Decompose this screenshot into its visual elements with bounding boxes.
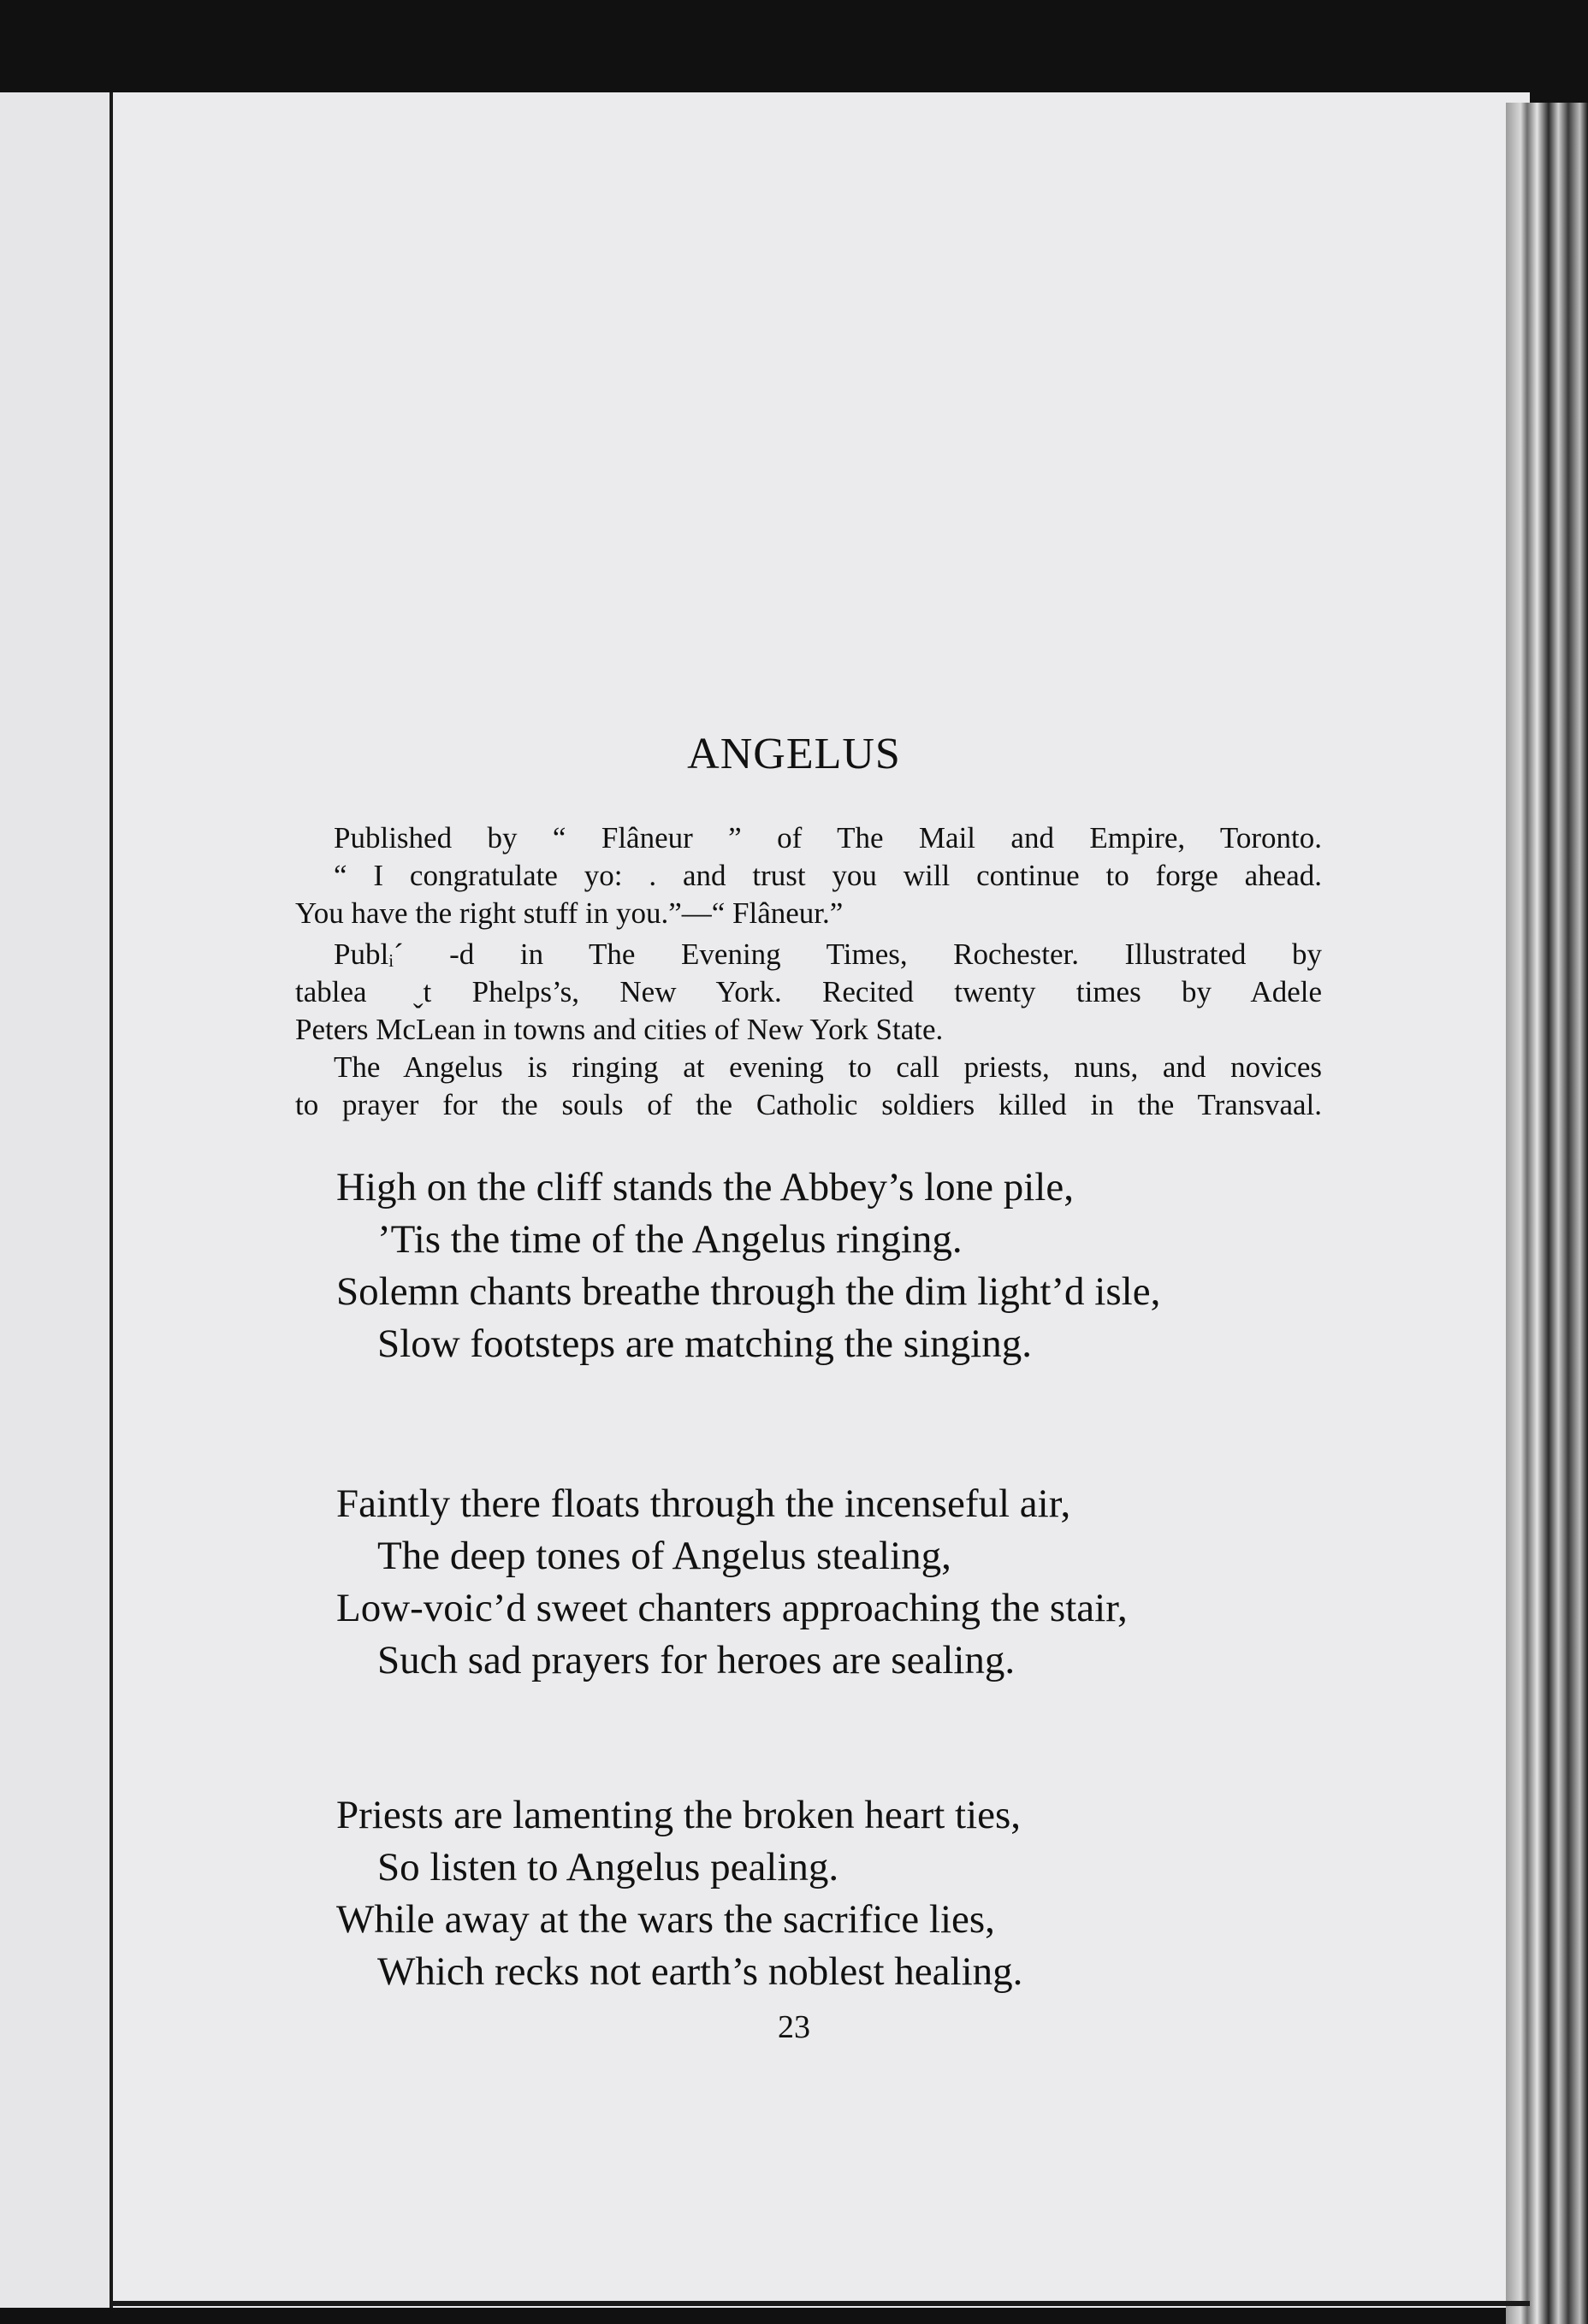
verse-line: Slow footsteps are matching the singing. — [377, 1322, 1032, 1366]
verse-line: The deep tones of Angelus stealing, — [377, 1534, 951, 1578]
note-line: Publᵢ´ ‐d in The Evening Times, Rochester. Illustrated by — [334, 937, 1322, 971]
note-line: to prayer for the souls of the Catholic soldiers killed in the Transvaal. — [295, 1088, 1322, 1121]
stanza-3 — [336, 1789, 1406, 1998]
page-bottom-edge — [110, 2301, 1530, 2306]
stanza-1 — [336, 1162, 1406, 1370]
verse-line: While away at the wars the sacrifice lies, — [336, 1897, 995, 1942]
verse-line: High on the cliff stands the Abbey’s lone pile, — [336, 1165, 1074, 1209]
verse-line: Solemn chants breathe through the dim light’d isle, — [336, 1269, 1161, 1314]
note-line: tablea ˬt Phelps’s, New York. Recited twenty times by Adele — [295, 975, 1322, 1008]
verse-line: Low-voic’d sweet chanters approaching the stair, — [336, 1586, 1128, 1630]
verse-line: So listen to Angelus pealing. — [377, 1845, 839, 1889]
page-left-edge — [110, 92, 113, 2308]
page-stack-edge — [1506, 103, 1588, 2324]
verse-line: Which recks not earth’s noblest healing. — [377, 1949, 1023, 1994]
verse-line: Priests are lamenting the broken heart ties, — [336, 1793, 1022, 1837]
verse-line: ’Tis the time of the Angelus ringing. — [377, 1217, 963, 1262]
note-line: Published by “ Flânеur ” of The Mail and Empire, Toronto. — [334, 821, 1322, 854]
note-line: Peters McLean in towns and cities of New York State. — [295, 1013, 944, 1046]
note-line: “ I congratulate yo: . and trust you will continue to forge ahead. — [334, 859, 1322, 892]
note-line: You have the right stuff in you.”—“ Flâneur.” — [295, 896, 844, 930]
note-line: The Angelus is ringing at evening to call priests, nuns, and novices — [334, 1050, 1322, 1084]
adjacent-page-strip — [0, 92, 110, 2308]
verse-line: Such sad prayers for heroes are sealing. — [377, 1638, 1016, 1682]
page-number: 23 — [778, 2009, 810, 2045]
poem-title: ANGELUS — [687, 730, 901, 778]
verse-line: Faintly there floats through the incenseful air, — [336, 1481, 1071, 1526]
stanza-2 — [336, 1478, 1406, 1687]
